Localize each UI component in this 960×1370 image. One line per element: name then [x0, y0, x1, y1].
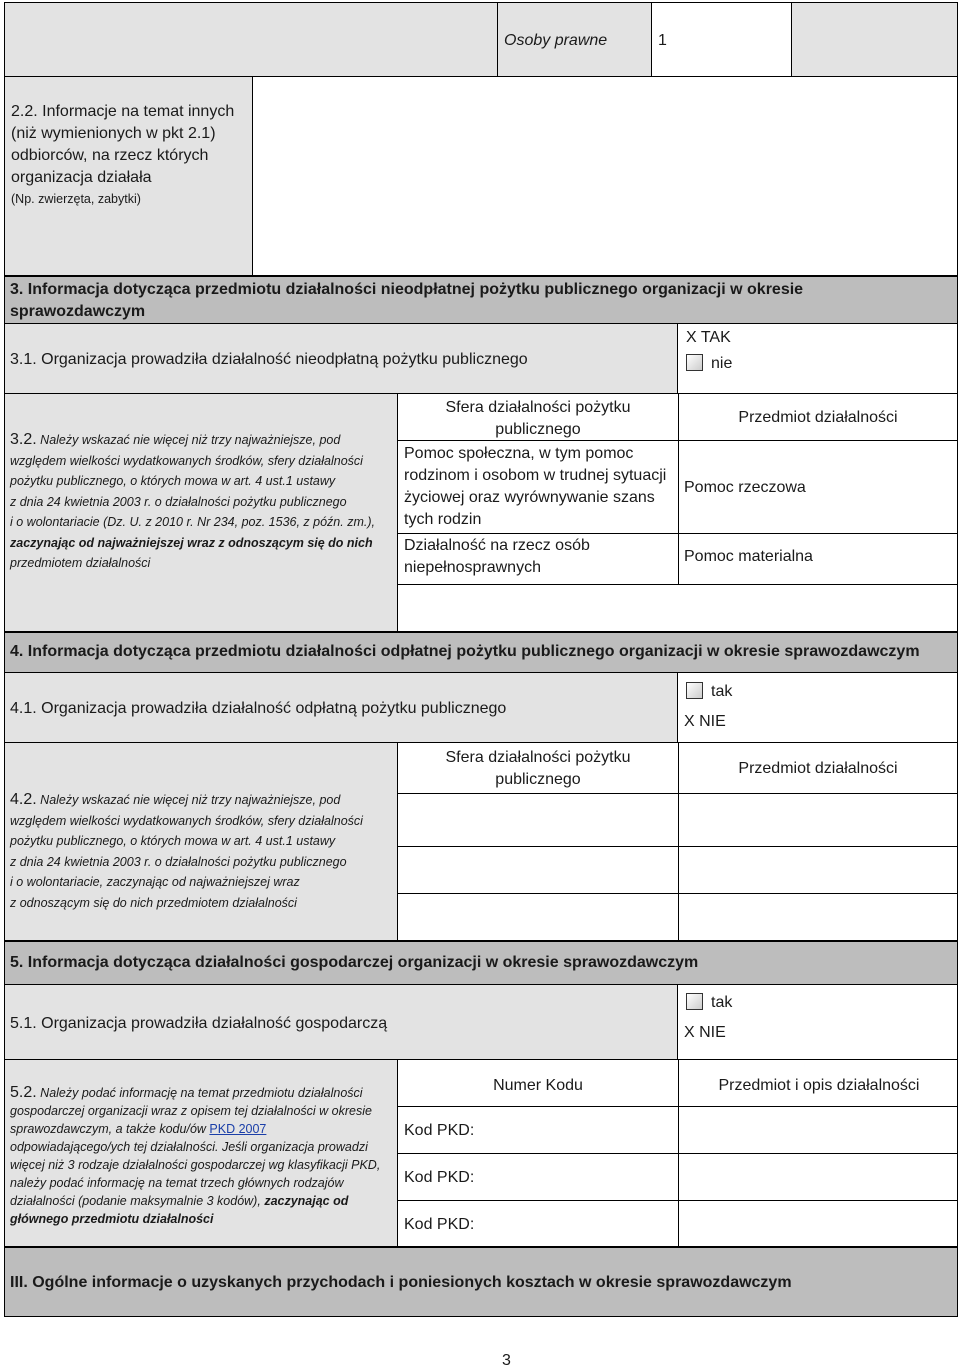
checkbox-unchecked-icon[interactable]	[686, 354, 703, 371]
q31-option-no[interactable]	[686, 354, 732, 374]
q52-text-a: Należy podać informację na temat przedmiotu działalności gospodarczej organizacji wraz z opisem tej działalności w okresie sprawozdawczym, a także kodu/ów	[10, 1086, 372, 1136]
q52-row-divider	[398, 1153, 958, 1154]
q32-row-divider	[398, 584, 958, 585]
q42-row-divider	[398, 846, 958, 847]
kod-pkd-row-3[interactable]: Kod PKD:	[404, 1216, 475, 1233]
q52-col-opis-header: Przedmiot i opis działalności	[718, 1077, 920, 1094]
q41-text: 4.1. Organizacja prowadziła działalność odpłatną pożytku publicznego	[10, 700, 507, 717]
item22-text	[11, 101, 251, 209]
q42-col-sfera-header: Sfera działalności pożytku publicznego	[445, 749, 631, 788]
q32-line: Należy wskazać nie więcej niż trzy najważniejsze, pod	[40, 433, 341, 447]
pkd-2007-link[interactable]: PKD 2007	[209, 1122, 267, 1136]
q42-text	[10, 790, 395, 913]
section3-title: 3. Informacja dotycząca przedmiotu działalności nieodpłatnej pożytku publicznego organizacji w okresie sprawozdawczym	[10, 281, 804, 320]
osoby-label: Osoby prawne	[504, 32, 608, 49]
q32-row-divider	[678, 533, 958, 534]
q32-row1-sfera[interactable]: Pomoc społeczna, w tym pomoc rodzinom i osobom w trudnej sytuacji życiowej oraz wyrównywanie szans tych rodzin	[404, 445, 667, 528]
q41-option-yes-label: tak	[711, 683, 733, 700]
q42-number: 4.2.	[10, 791, 37, 808]
q41-option-no[interactable]: X NIE	[684, 713, 726, 730]
q32-line: zaczynając od najważniejszej wraz z odnoszącym się do nich	[10, 535, 373, 550]
q42-row-divider	[398, 793, 958, 794]
q52-text-c: zaczynając od głównego przedmiotu działalności	[10, 1194, 349, 1226]
q51-option-no[interactable]: X NIE	[684, 1024, 726, 1041]
sectionIII-title: III. Ogólne informacje o uzyskanych przychodach i poniesionych kosztach w okresie sprawozdawczym	[10, 1274, 792, 1291]
kod-pkd-row-1[interactable]: Kod PKD:	[404, 1122, 475, 1139]
q52-col-kod-header: Numer Kodu	[493, 1077, 583, 1094]
q51-text: 5.1. Organizacja prowadziła działalność gospodarczą	[10, 1015, 388, 1032]
q32-col-sfera-header: Sfera działalności pożytku publicznego	[445, 399, 631, 438]
q42-line: Należy wskazać nie więcej niż trzy najważniejsze, pod	[40, 793, 341, 807]
q32-text	[10, 430, 395, 574]
q51-option-yes-label: tak	[711, 994, 733, 1011]
q52-row-divider	[398, 1200, 958, 1201]
q42-col-divider	[678, 743, 679, 941]
q32-row1-przedmiot[interactable]: Pomoc rzeczowa	[684, 479, 806, 496]
q32-line: z dnia 24 kwietnia 2003 r. o działalności pożytku publicznego	[10, 494, 347, 509]
item22-line: odbiorców, na rzecz których	[11, 147, 209, 164]
q41-option-yes[interactable]	[686, 682, 732, 702]
q42-line: z dnia 24 kwietnia 2003 r. o działalności pożytku publicznego	[10, 854, 347, 869]
item22-line: organizacja działała	[11, 169, 152, 186]
q32-col-przedmiot-header: Przedmiot działalności	[738, 409, 898, 426]
q32-line-1	[10, 430, 395, 451]
q42-line: pożytku publicznego, o których mowa w art. 4 ust.1 ustawy	[10, 834, 336, 848]
checkbox-unchecked-icon[interactable]	[686, 993, 703, 1010]
osoby-value-cell[interactable]	[651, 3, 791, 76]
q32-number: 3.2.	[10, 431, 37, 448]
osoby-value: 1	[658, 32, 667, 49]
q42-row-divider	[398, 893, 958, 894]
q32-line: przedmiotem działalności	[10, 556, 151, 570]
q32-row-divider	[678, 440, 958, 441]
section4-title: 4. Informacja dotycząca przedmiotu działalności odpłatnej pożytku publicznego organizacji w okresie sprawozdawczym	[10, 643, 920, 660]
q51-option-yes[interactable]	[686, 993, 732, 1013]
item22-input-cell[interactable]	[252, 76, 957, 275]
q52-row-divider	[398, 1106, 958, 1107]
q42-col-przedmiot-header: Przedmiot działalności	[738, 760, 898, 777]
osoby-left-cell	[5, 3, 497, 76]
q32-row2-sfera[interactable]: Działalność na rzecz osób niepełnosprawnych	[404, 537, 590, 576]
q32-line: i o wolontariacie (Dz. U. z 2010 r. Nr 234, poz. 1536, z późn. zm.),	[10, 515, 375, 529]
q52-text-b: odpowiadającego/ych tej działalności. Jeśli organizacja prowadzi więcej niż 3 rodzaje działalności gospodarczej wg klasyfikacji PKD, należy podać informację na temat trzech głównych rodzajów działalności (podanie maksymalnie 3 kodów),	[10, 1140, 381, 1208]
q42-line: z odnoszącym się do nich przedmiotem działalności	[10, 895, 297, 910]
q32-line: względem wielkości wydatkowanych środków, sfery działalności	[10, 453, 363, 468]
item22-line: 2.2. Informacje na temat innych	[11, 103, 235, 120]
item22-line: (niż wymienionych w pkt 2.1)	[11, 125, 216, 142]
q32-row-divider	[398, 533, 678, 534]
osoby-right-cell	[791, 3, 957, 76]
page-number: 3	[502, 1352, 511, 1369]
q42-line: względem wielkości wydatkowanych środków, sfery działalności	[10, 813, 363, 828]
q42-line: i o wolontariacie, zaczynając od najważniejszej wraz	[10, 875, 300, 889]
q52-number: 5.2.	[10, 1084, 37, 1101]
checkbox-unchecked-icon[interactable]	[686, 682, 703, 699]
kod-pkd-row-2[interactable]: Kod PKD:	[404, 1169, 475, 1186]
q31-text: 3.1. Organizacja prowadziła działalność nieodpłatną pożytku publicznego	[10, 351, 528, 368]
section5-title: 5. Informacja dotycząca działalności gospodarczej organizacji w okresie sprawozdawczym	[10, 954, 699, 971]
q32-row2-przedmiot[interactable]: Pomoc materialna	[684, 548, 813, 565]
q32-line: pożytku publicznego, o których mowa w art. 4 ust.1 ustawy	[10, 474, 336, 488]
q31-option-yes[interactable]: X TAK	[686, 329, 731, 346]
q52-text	[10, 1084, 394, 1228]
q32-col-divider	[678, 394, 679, 584]
item22-note: (Np. zwierzęta, zabytki)	[11, 192, 141, 206]
q31-option-no-label: nie	[711, 355, 733, 372]
